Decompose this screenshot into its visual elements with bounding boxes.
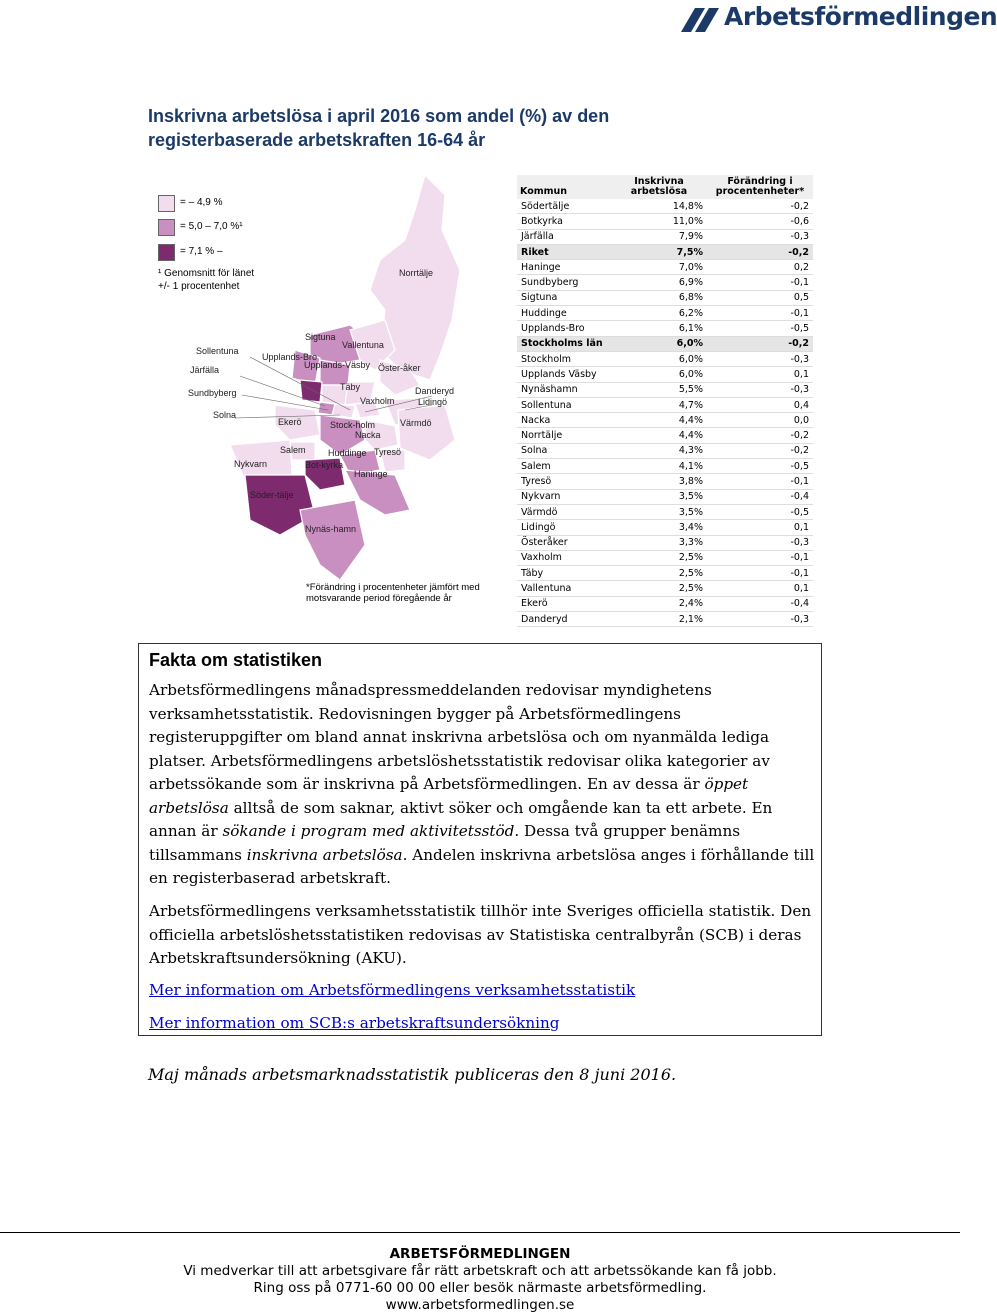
header-inskrivna: Inskrivna arbetslösa — [611, 175, 707, 199]
footer-org: ARBETSFÖRMEDLINGEN — [389, 1246, 571, 1262]
table-row — [517, 229, 813, 244]
label-tyreso: Tyresö — [374, 447, 402, 457]
cell-inskrivna: 7,5% — [611, 244, 707, 259]
table-row — [517, 244, 813, 259]
cell-kommun: Sigtuna — [517, 290, 611, 305]
label-solna: Solna — [213, 410, 237, 420]
table-row — [517, 351, 813, 366]
footer-url: www.arbetsformedlingen.se — [385, 1297, 575, 1313]
table-row — [517, 260, 813, 275]
label-lidingo: Lidingö — [418, 397, 448, 407]
cell-kommun: Österåker — [517, 535, 611, 550]
table-row — [517, 336, 813, 351]
cell-forandring: 0,4 — [707, 397, 813, 412]
footnote-line: ¹ Genomsnitt för länet — [158, 268, 255, 279]
table-row — [517, 550, 813, 565]
cell-kommun: Upplands Väsby — [517, 367, 611, 382]
cell-forandring: 0,1 — [707, 581, 813, 596]
footer — [0, 1246, 960, 1314]
legend-swatch — [158, 195, 175, 212]
cell-forandring: 0,2 — [707, 260, 813, 275]
table-row — [517, 382, 813, 397]
label-sigtuna: Sigtuna — [305, 332, 336, 342]
table-row — [517, 306, 813, 321]
label-huddinge: Huddinge — [328, 448, 367, 458]
cell-inskrivna: 6,0% — [611, 367, 707, 382]
cell-kommun: Salem — [517, 459, 611, 474]
table-row — [517, 443, 813, 458]
map-note: *Förändring i procentenheter jämfört med motsvarande period föregående år — [306, 582, 480, 604]
label-taby: Täby — [340, 382, 361, 392]
label-stockholm: Stock-holm — [330, 420, 376, 430]
cell-forandring: -0,1 — [707, 566, 813, 581]
text-span: Arbetsförmedlingens månadspressmeddelanden redovisar myndighetens verksamhetsstatistik. Redovisningen bygger på Arbetsförmedlingens registeruppgifter om bland annat inskrivna arbetslösa och om nyanmälda lediga platser. Arbetsförmedlingens arbetslöshetsstatistik redovisar olika kategorier av arbetssökande som är inskrivna på Arbetsförmedlingen. En av dessa är — [149, 681, 770, 793]
cell-inskrivna: 3,5% — [611, 489, 707, 504]
table-row — [517, 581, 813, 596]
table-body — [517, 199, 813, 627]
cell-kommun: Haninge — [517, 260, 611, 275]
header-forandring: Förändring i procentenheter* — [707, 175, 813, 199]
statistics-table — [517, 175, 813, 627]
label-osteraker: Öster-åker — [378, 363, 421, 373]
stockholm-county-map — [180, 170, 510, 610]
cell-kommun: Vaxholm — [517, 550, 611, 565]
cell-forandring: -0,1 — [707, 550, 813, 565]
cell-inskrivna: 2,5% — [611, 581, 707, 596]
table-row — [517, 489, 813, 504]
cell-kommun: Täby — [517, 566, 611, 581]
cell-inskrivna: 4,4% — [611, 428, 707, 443]
cell-forandring: -0,4 — [707, 596, 813, 611]
cell-forandring: -0,3 — [707, 351, 813, 366]
cell-forandring: -0,2 — [707, 336, 813, 351]
cell-kommun: Nacka — [517, 413, 611, 428]
cell-inskrivna: 6,2% — [611, 306, 707, 321]
cell-forandring: 0,5 — [707, 290, 813, 305]
cell-forandring: -0,2 — [707, 428, 813, 443]
table-row — [517, 459, 813, 474]
facts-paragraph-1 — [149, 679, 817, 891]
cell-inskrivna: 4,3% — [611, 443, 707, 458]
cell-inskrivna: 4,4% — [611, 413, 707, 428]
cell-forandring: -0,3 — [707, 535, 813, 550]
cell-inskrivna: 3,3% — [611, 535, 707, 550]
cell-inskrivna: 6,8% — [611, 290, 707, 305]
link-verksamhetsstatistik[interactable]: Mer information om Arbetsförmedlingens verksamhetsstatistik — [149, 981, 636, 999]
legend-swatch — [158, 219, 175, 236]
label-botkyrka: Bot-kyrka — [305, 460, 344, 470]
brand-name: Arbetsförmedlingen — [724, 2, 997, 31]
cell-inskrivna: 5,5% — [611, 382, 707, 397]
table-row — [517, 520, 813, 535]
legend-label: = 5,0 – 7,0 %¹ — [180, 221, 243, 232]
cell-forandring: -0,1 — [707, 306, 813, 321]
cell-forandring: 0,1 — [707, 520, 813, 535]
cell-forandring: -0,2 — [707, 244, 813, 259]
cell-forandring: -0,6 — [707, 214, 813, 229]
cell-kommun: Södertälje — [517, 199, 611, 214]
facts-paragraph-2: Arbetsförmedlingens verksamhetsstatistik tillhör inte Sveriges officiella statistik. Den officiella arbetslöshetsstatistiken redovisas av Statistiska centralbyrån (SCB) i deras Arbetskraftsundersökning (AKU). — [149, 902, 812, 967]
table-row — [517, 596, 813, 611]
table-row — [517, 504, 813, 519]
label-haninge: Haninge — [354, 469, 388, 479]
table-row — [517, 566, 813, 581]
label-nykvarn: Nykvarn — [234, 459, 268, 469]
cell-inskrivna: 6,9% — [611, 275, 707, 290]
page-title: Inskrivna arbetslösa i april 2016 som andel (%) av den registerbaserade arbetskraften 16-64 år — [148, 106, 610, 150]
legend-label: = 7,1 % – — [180, 246, 223, 257]
table-row — [517, 428, 813, 443]
cell-forandring: -0,4 — [707, 489, 813, 504]
table-header-row — [517, 175, 813, 199]
table-row — [517, 474, 813, 489]
cell-forandring: -0,3 — [707, 612, 813, 627]
text-span: . Andelen inskrivna arbetslösa anges i förhållande till en registerbaserad arbetskraft. — [149, 845, 815, 887]
cell-kommun: Järfälla — [517, 229, 611, 244]
cell-kommun: Nykvarn — [517, 489, 611, 504]
table-row — [517, 413, 813, 428]
text-span: . Dessa två grupper benämns tillsammans — [149, 822, 741, 864]
cell-inskrivna: 7,9% — [611, 229, 707, 244]
cell-forandring: 0,0 — [707, 413, 813, 428]
facts-box — [138, 643, 822, 1036]
cell-forandring: -0,1 — [707, 275, 813, 290]
footer-divider — [0, 1232, 960, 1233]
table-row — [517, 612, 813, 627]
label-jarfalla: Järfälla — [190, 365, 220, 375]
cell-inskrivna: 4,7% — [611, 397, 707, 412]
cell-inskrivna: 14,8% — [611, 199, 707, 214]
cell-kommun: Sollentuna — [517, 397, 611, 412]
cell-inskrivna: 3,8% — [611, 474, 707, 489]
region-jarfalla — [300, 380, 322, 402]
table-row — [517, 199, 813, 214]
cell-kommun: Botkyrka — [517, 214, 611, 229]
footer-line: Ring oss på 0771-60 00 00 eller besök närmaste arbetsförmedling. — [253, 1280, 707, 1296]
cell-inskrivna: 11,0% — [611, 214, 707, 229]
cell-inskrivna: 3,5% — [611, 504, 707, 519]
cell-forandring: 0,1 — [707, 367, 813, 382]
cell-kommun: Stockholm — [517, 351, 611, 366]
emphasis: sökande i program med aktivitetsstöd — [222, 822, 515, 840]
label-nacka: Nacka — [355, 430, 381, 440]
label-varmdo: Värmdö — [400, 418, 432, 428]
cell-kommun: Tyresö — [517, 474, 611, 489]
cell-kommun: Stockholms län — [517, 336, 611, 351]
cell-forandring: -0,2 — [707, 443, 813, 458]
cell-inskrivna: 7,0% — [611, 260, 707, 275]
cell-kommun: Norrtälje — [517, 428, 611, 443]
region-varmdo — [398, 405, 455, 460]
table-row — [517, 535, 813, 550]
cell-kommun: Upplands-Bro — [517, 321, 611, 336]
cell-forandring: -0,3 — [707, 382, 813, 397]
label-upplands-bro: Upplands-Bro — [262, 352, 318, 362]
cell-kommun: Ekerö — [517, 596, 611, 611]
label-norrtalje: Norrtälje — [399, 268, 434, 278]
cell-inskrivna: 3,4% — [611, 520, 707, 535]
cell-forandring: -0,5 — [707, 459, 813, 474]
facts-title: Fakta om statistiken — [149, 650, 323, 670]
cell-inskrivna: 2,4% — [611, 596, 707, 611]
cell-forandring: -0,1 — [707, 474, 813, 489]
region-solna — [332, 404, 355, 418]
cell-kommun: Nynäshamn — [517, 382, 611, 397]
label-sollentuna: Sollentuna — [196, 346, 239, 356]
cell-forandring: -0,5 — [707, 321, 813, 336]
cell-forandring: -0,2 — [707, 199, 813, 214]
table-row — [517, 321, 813, 336]
emphasis: inskrivna arbetslösa — [246, 845, 403, 864]
cell-forandring: -0,3 — [707, 229, 813, 244]
label-sundbyberg: Sundbyberg — [188, 388, 237, 398]
label-salem: Salem — [280, 445, 306, 455]
table-row — [517, 290, 813, 305]
text-span: alltså de som saknar, aktivt söker och omgående kan ta ett arbete. En annan är — [149, 798, 773, 840]
publish-note: Maj månads arbetsmarknadsstatistik publiceras den 8 juni 2016. — [148, 1065, 677, 1084]
cell-kommun: Solna — [517, 443, 611, 458]
table-row — [517, 367, 813, 382]
cell-forandring: -0,5 — [707, 504, 813, 519]
cell-inskrivna: 6,0% — [611, 351, 707, 366]
region-nynashamn — [300, 500, 365, 580]
label-vallentuna: Vallentuna — [342, 340, 384, 350]
table-row — [517, 275, 813, 290]
cell-kommun: Riket — [517, 244, 611, 259]
table-row — [517, 214, 813, 229]
link-scb-aku[interactable]: Mer information om SCB:s arbetskraftsundersökning — [149, 1014, 560, 1032]
cell-kommun: Huddinge — [517, 306, 611, 321]
cell-kommun: Vallentuna — [517, 581, 611, 596]
cell-kommun: Lidingö — [517, 520, 611, 535]
label-ekero: Ekerö — [278, 417, 302, 427]
cell-inskrivna: 2,1% — [611, 612, 707, 627]
label-upplands-vasby: Upplands-Väsby — [304, 360, 371, 370]
footer-line: Vi medverkar till att arbetsgivare får rätt arbetskraft och att arbetssökande kan få jobb. — [183, 1263, 777, 1279]
cell-inskrivna: 4,1% — [611, 459, 707, 474]
label-vaxholm: Vaxholm — [360, 396, 395, 406]
footnote-line: +/- 1 procentenhet — [158, 281, 240, 292]
table-row — [517, 397, 813, 412]
cell-inskrivna: 2,5% — [611, 550, 707, 565]
cell-inskrivna: 6,0% — [611, 336, 707, 351]
label-sodertalje: Söder-tälje — [250, 490, 294, 500]
cell-kommun: Sundbyberg — [517, 275, 611, 290]
cell-inskrivna: 6,1% — [611, 321, 707, 336]
emphasis: öppet arbetslösa — [149, 775, 749, 817]
cell-kommun: Värmdö — [517, 504, 611, 519]
legend-swatch — [158, 244, 175, 261]
header-kommun: Kommun — [517, 175, 611, 199]
label-nynashamn: Nynäs-hamn — [305, 524, 357, 534]
legend-label: = – 4,9 % — [180, 197, 223, 208]
cell-kommun: Danderyd — [517, 612, 611, 627]
label-danderyd: Danderyd — [415, 386, 455, 396]
cell-inskrivna: 2,5% — [611, 566, 707, 581]
